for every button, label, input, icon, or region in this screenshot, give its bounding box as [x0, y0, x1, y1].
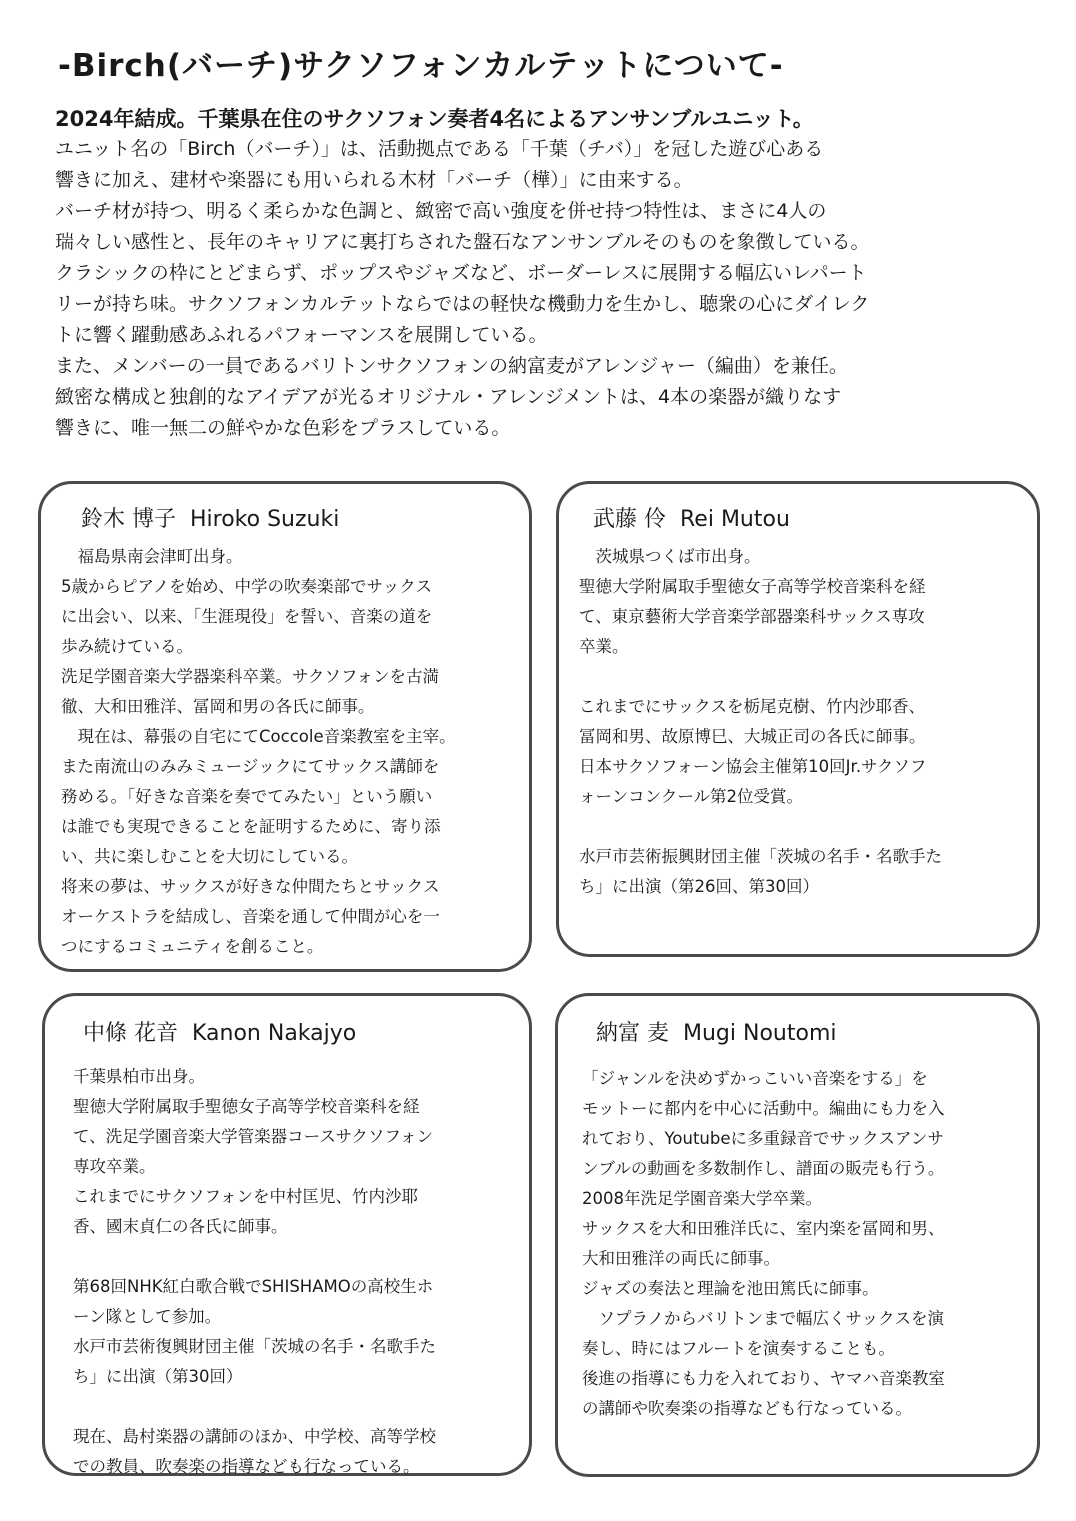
member-name	[593, 502, 790, 533]
bio-line: ジャズの奏法と理論を池田篤氏に師事。	[582, 1279, 879, 1298]
member-name-jp: 納富 麦	[596, 1021, 669, 1046]
bio-line: また南流山のみみミュージックにてサックス講師を	[61, 757, 440, 776]
bio-line: 聖徳大学附属取手聖徳女子高等学校音楽科を経	[73, 1097, 420, 1116]
member-name-en: Rei Mutou	[680, 507, 790, 532]
bio-line: 務める。「好きな音楽を奏でてみたい」という願い	[61, 787, 433, 806]
bio-line: ーン隊として参加。	[73, 1307, 222, 1326]
bio-line: 2008年洗足学園音楽大学卒業。	[582, 1189, 822, 1208]
bio-line: 聖徳大学附属取手聖徳女子高等学校音楽科を経	[579, 577, 926, 596]
member-name	[81, 502, 339, 533]
bio-line: て、洗足学園音楽大学管楽器コースサクソフォン	[73, 1127, 434, 1146]
bio-line: に出会い、以来、「生涯現役」を誓い、音楽の道を	[61, 607, 433, 626]
member-bio	[579, 542, 942, 902]
bio-line: オーケストラを結成し、音楽を通して仲間が心を一	[61, 907, 440, 926]
intro-line: 瑞々しい感性と、長年のキャリアに裏打ちされた盤石なアンサンブルそのものを象徴している。	[55, 231, 870, 253]
intro-line: また、メンバーの一員であるバリトンサクソフォンの納富麦がアレンジャー（編曲）を兼任。	[55, 355, 848, 377]
bio-line: ンブルの動画を多数制作し、譜面の販売も行う。	[582, 1159, 945, 1178]
bio-line	[579, 812, 942, 842]
intro-line: 緻密な構成と独創的なアイデアが光るオリジナル・アレンジメントは、4本の楽器が織りなす	[55, 386, 842, 408]
bio-line: て、東京藝術大学音楽学部器楽科サックス専攻	[579, 607, 925, 626]
intro-line: リーが持ち味。サクソフォンカルテットならではの軽快な機動力を生かし、聴衆の心にダイレク	[55, 293, 870, 315]
bio-line: 福島県南会津町出身。	[61, 547, 243, 566]
bio-line: 専攻卒業。	[73, 1157, 156, 1176]
member-name-en: Hiroko Suzuki	[190, 507, 340, 532]
member-card-nakajyo	[42, 993, 532, 1476]
bio-line: 将来の夢は、サックスが好きな仲間たちとサックス	[61, 877, 440, 896]
intro-line: バーチ材が持つ、明るく柔らかな色調と、緻密で高い強度を併せ持つ特性は、まさに4人の	[55, 200, 827, 222]
intro-lead: 2024年結成。千葉県在住のサクソフォン奏者4名によるアンサンブルユニット。	[55, 107, 814, 131]
bio-line: い、共に楽しむことを大切にしている。	[61, 847, 358, 866]
bio-line: モットーに都内を中心に活動中。編曲にも力を入	[582, 1099, 945, 1118]
intro-line: クラシックの枠にとどまらず、ポップスやジャズなど、ボーダーレスに展開する幅広いレパート	[55, 262, 867, 284]
bio-line: サックスを大和田雅洋氏に、室内楽を冨岡和男、	[582, 1219, 945, 1238]
bio-line: 奏し、時にはフルートを演奏することも。	[582, 1339, 895, 1358]
intro-line: ユニット名の「Birch（バーチ）」は、活動拠点である「千葉（チバ）」を冠した遊び心ある	[55, 138, 824, 160]
member-card-mutou	[556, 481, 1040, 957]
bio-line: ち」に出演（第26回、第30回）	[579, 877, 819, 896]
bio-line: ち」に出演（第30回）	[73, 1367, 243, 1386]
bio-line: 現在は、幕張の自宅にてCoccole音楽教室を主宰。	[61, 727, 456, 746]
bio-line: 第68回NHK紅白歌合戦でSHISHAMOの高校生ホ	[73, 1277, 434, 1296]
bio-line: の講師や吹奏楽の指導なども行なっている。	[582, 1399, 912, 1418]
bio-line: 現在、島村楽器の講師のほか、中学校、高等学校	[73, 1427, 436, 1446]
bio-line: 香、國末貞仁の各氏に師事。	[73, 1217, 288, 1236]
member-name	[596, 1016, 836, 1047]
page-title: -Birch(バーチ)サクソフォンカルテットについて-	[58, 48, 784, 84]
bio-line: 水戸市芸術復興財団主催「茨城の名手・名歌手た	[73, 1337, 436, 1356]
member-bio	[61, 542, 456, 962]
bio-line: 徹、大和田雅洋、冨岡和男の各氏に師事。	[61, 697, 375, 716]
member-name-en: Mugi Noutomi	[683, 1021, 837, 1046]
bio-line: 水戸市芸術振興財団主催「茨城の名手・名歌手た	[579, 847, 942, 866]
bio-line: 日本サクソフォーン協会主催第10回Jr.サクソフ	[579, 757, 927, 776]
member-name-jp: 鈴木 博子	[81, 507, 176, 532]
member-name-jp: 中條 花音	[83, 1021, 178, 1046]
bio-line: 洗足学園音楽大学器楽科卒業。サクソフォンを古満	[61, 667, 440, 686]
bio-line: 茨城県つくば市出身。	[579, 547, 761, 566]
bio-line: これまでにサックスを栃尾克樹、竹内沙耶香、	[579, 697, 926, 716]
member-bio	[73, 1062, 436, 1482]
bio-line: は誰でも実現できることを証明するために、寄り添	[61, 817, 441, 836]
bio-line: 冨岡和男、故原博巳、大城正司の各氏に師事。	[579, 727, 926, 746]
bio-line	[73, 1392, 436, 1422]
bio-line: 後進の指導にも力を入れており、ヤマハ音楽教室	[582, 1369, 945, 1388]
bio-line: ォーンコンクール第2位受賞。	[579, 787, 804, 806]
intro-line: 響きに加え、建材や楽器にも用いられる木材「バーチ（樺）」に由来する。	[55, 169, 693, 191]
bio-line: これまでにサクソフォンを中村匡児、竹内沙耶	[73, 1187, 419, 1206]
bio-line: 5歳からピアノを始め、中学の吹奏楽部でサックス	[61, 577, 433, 596]
bio-line	[73, 1242, 436, 1272]
intro-section	[55, 104, 1045, 444]
bio-line: 卒業。	[579, 637, 629, 656]
member-name-jp: 武藤 伶	[593, 507, 666, 532]
bio-line: れており、Youtubeに多重録音でサックスアンサ	[582, 1129, 944, 1148]
bio-line: 大和田雅洋の両氏に師事。	[582, 1249, 780, 1268]
intro-line: 響きに、唯一無二の鮮やかな色彩をプラスしている。	[55, 417, 511, 439]
member-card-suzuki	[38, 481, 532, 972]
bio-line	[579, 662, 942, 692]
intro-line: トに響く躍動感あふれるパフォーマンスを展開している。	[55, 324, 548, 346]
bio-line: での教員、吹奏楽の指導なども行なっている。	[73, 1457, 420, 1476]
bio-line: 歩み続けている。	[61, 637, 193, 656]
member-name-en: Kanon Nakajyo	[192, 1021, 357, 1046]
bio-line: 「ジャンルを決めずかっこいい音楽をする」を	[582, 1069, 928, 1088]
bio-line: ソプラノからバリトンまで幅広くサックスを演	[582, 1309, 945, 1328]
member-bio	[582, 1064, 945, 1424]
member-name	[83, 1016, 356, 1047]
bio-line: 千葉県柏市出身。	[73, 1067, 205, 1086]
bio-line: つにするコミュニティを創ること。	[61, 937, 324, 956]
member-card-noutomi	[555, 993, 1040, 1477]
